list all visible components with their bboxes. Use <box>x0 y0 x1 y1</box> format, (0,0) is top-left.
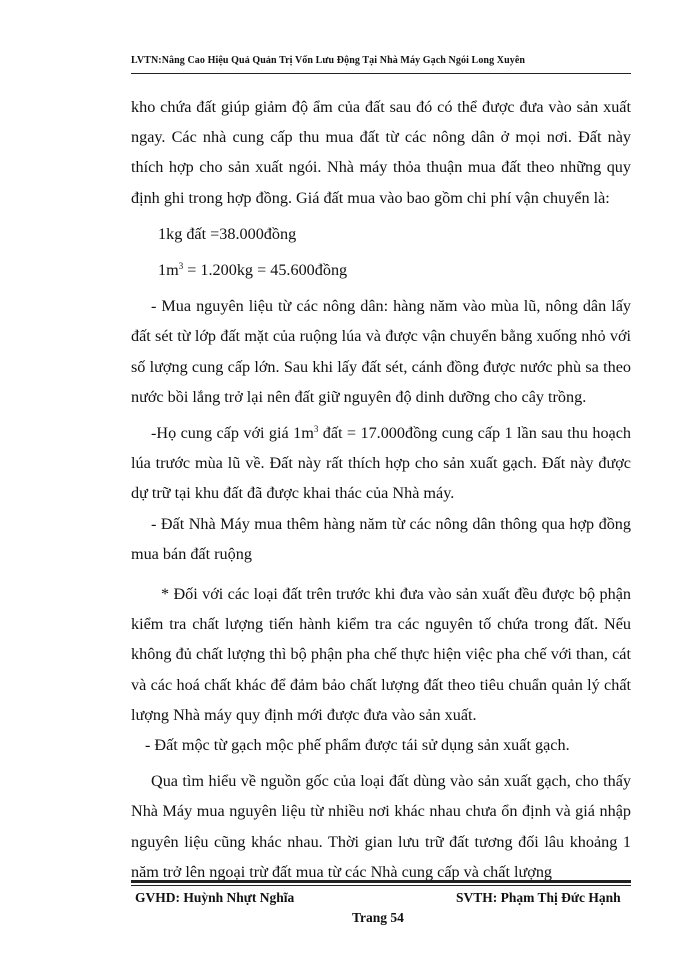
price-formula-m3 <box>131 255 631 285</box>
footer-rule-thin <box>131 885 631 886</box>
paragraph-supply-price <box>131 418 631 509</box>
paragraph-buy-from-farmers: - Mua nguyên liệu từ các nông dân: hàng năm vào mùa lũ, nông dân lấy đất sét từ lớp đất mặt của ruộng lúa và được vận chuyển bằng xuống nhỏ với số lượng cung cấp lớn. Sau khi lấy đất sét, cánh đồng được nước phù sa theo nước bồi lắng trở lại nên đất giữ nguyên độ dinh dưỡng cho cây trồng. <box>131 297 631 406</box>
p3-prefix: -Họ cung cấp với giá 1m <box>151 424 314 443</box>
running-header: LVTN:Nâng Cao Hiệu Quả Quản Trị Vốn Lưu Động Tại Nhà Máy Gạch Ngói Long Xuyên <box>131 55 526 66</box>
header-rule <box>131 73 631 74</box>
footer-advisor: GVHD: Huỳnh Nhựt Nghĩa <box>135 890 295 905</box>
paragraph-reuse: - Đất mộc từ gạch mộc phế phẩm được tái sử dụng sản xuất gạch. <box>145 736 570 755</box>
paragraph-field-land: - Đất Nhà Máy mua thêm hàng năm từ các nông dân thông qua hợp đồng mua bán đất ruộng <box>131 514 631 563</box>
p3-suffix: đất = 17.000đồng cung cấp 1 lần sau thu hoạch lúa trước mùa lũ về. Đất này rất thích hợp cho sản xuất gạch. Đất này được dự trữ tại khu đất đã được khai thác của Nhà máy. <box>131 424 631 503</box>
paragraph-quality-check: * Đối với các loại đất trên trước khi đưa vào sản xuất đều được bộ phận kiểm tra chất lượng tiến hành kiểm tra các nguyên tố chứa trong đất. Nếu không đủ chất lượng thì bộ phận pha chế thực hiện việc pha chế với than, cát và các hoá chất khác để đảm bảo chất lượng đất theo tiêu chuẩn quản lý chất lượng Nhà máy quy định mới được đưa vào sản xuất. <box>131 585 631 724</box>
formula2-prefix: 1m <box>158 261 179 280</box>
document-body <box>131 92 631 887</box>
p3-superscript: 3 <box>313 424 319 435</box>
paragraph-land-storage: kho chứa đất giúp giảm độ ẩm của đất sau đó có thể được đưa vào sản xuất ngay. Các nhà cung cấp thu mua đất từ các nông dân ở mọi nơi. Đất này thích hợp cho sản xuất ngói. Nhà máy thỏa thuận mua đất theo những quy định ghi trong hợp đồng. Giá đất mua vào bao gồm chi phí vận chuyển là: <box>131 98 631 207</box>
footer-student: SVTH: Phạm Thị Đức Hạnh <box>456 890 621 905</box>
formula2-suffix: = 1.200kg = 45.600đồng <box>183 261 348 280</box>
page-number: Trang 54 <box>352 910 404 925</box>
paragraph-conclusion: Qua tìm hiểu về nguồn gốc của loại đất dùng vào sản xuất gạch, cho thấy Nhà Máy mua nguyên liệu từ nhiều nơi khác nhau chưa ổn định và giá nhập nguyên liệu cũng khác nhau. Thời gian lưu trữ đất tương đối lâu khoảng 1 năm trở lên ngoại trừ đất mua từ các Nhà cung cấp và chất lượng <box>131 772 631 881</box>
price-formula-kg: 1kg đất =38.000đồng <box>158 224 297 243</box>
formula2-superscript: 3 <box>178 261 184 272</box>
footer-rule-thick <box>131 880 631 883</box>
